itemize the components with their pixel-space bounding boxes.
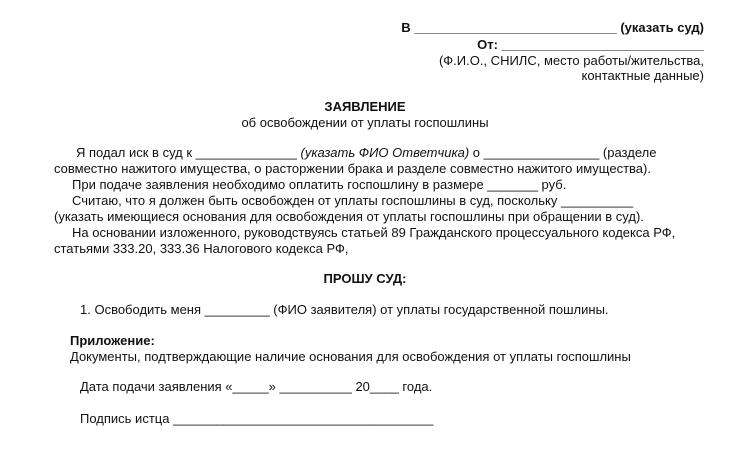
document-subtitle: об освобождении от уплаты госпошлины — [241, 115, 489, 130]
paragraph-4-line-2: статьями 333.20, 333.36 Налогового кодекса РФ, — [54, 241, 349, 256]
paragraph-1-text-a: Я подал иск в суд к ______________ — [76, 145, 301, 160]
court-address-line: В ____________________________ (указать суд) — [401, 20, 704, 35]
from-description-line-1: (Ф.И.О., СНИЛС, место работы/жительства, — [438, 53, 704, 68]
attachment-heading: Приложение: — [70, 333, 155, 348]
signature-line: Подпись истца ____________________________________ — [80, 411, 434, 426]
attachment-text: Документы, подтверждающие наличие основания для освобождения от уплаты госпошлины — [70, 349, 631, 364]
paragraph-3-line-1: Считаю, что я должен быть освобожден от уплаты госпошлины в суд, поскольку __________ — [72, 193, 634, 208]
filing-date-line: Дата подачи заявления «_____» __________ 20____ года. — [80, 379, 433, 394]
document-title: ЗАЯВЛЕНИЕ — [324, 99, 406, 114]
from-line: От: ____________________________ — [477, 37, 704, 52]
paragraph-1-line-2: совместно нажитого имущества, о расторжении брака и разделе совместно нажитого имущества). — [54, 161, 651, 176]
from-description-line-2: контактные данные) — [581, 68, 704, 83]
paragraph-3-line-2: (указать имеющиеся основания для освобождения от уплаты госпошлины при обращении в суд). — [54, 209, 644, 224]
request-item-1: 1. Освободить меня _________ (ФИО заявителя) от уплаты государственной пошлины. — [80, 302, 609, 317]
request-heading: ПРОШУ СУД: — [323, 271, 407, 286]
paragraph-1-line-1 — [76, 145, 656, 161]
paragraph-1-text-c: о ________________ (разделе — [469, 145, 657, 160]
defendant-name-hint: (указать ФИО Ответчика) — [300, 145, 470, 160]
paragraph-4-line-1: На основании изложенного, руководствуясь статьей 89 Гражданского процессуального кодекса РФ, — [72, 225, 676, 240]
paragraph-2: При подаче заявления необходимо оплатить госпошлину в размере _______ руб. — [72, 177, 567, 192]
